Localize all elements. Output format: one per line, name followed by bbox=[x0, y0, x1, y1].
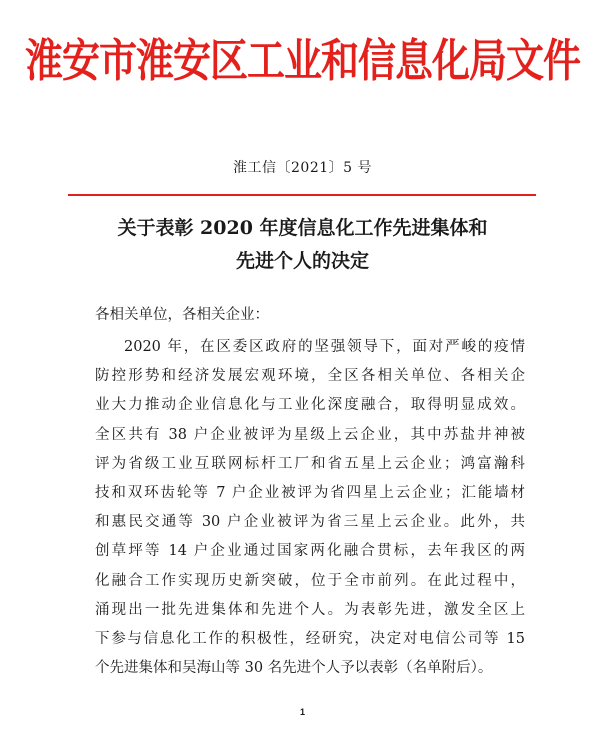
body-line: 化融合工作实现历史新突破，位于全市前列。在此过程中， bbox=[95, 572, 525, 589]
body-line: 个先进集体和吴海山等 30 名先进个人予以表彰（名单附后）。 bbox=[95, 660, 493, 677]
body-paragraph bbox=[95, 337, 525, 687]
body-line: 技和双环齿轮等 7 户企业被评为省四星上云企业；汇能墙材 bbox=[95, 484, 525, 501]
body-line: 2020 年，在区委区政府的坚强领导下，面对严峻的疫情 bbox=[124, 339, 525, 355]
body-line: 评为省级工业互联网标杆工厂和省五星上云企业；鸿富瀚科 bbox=[95, 455, 525, 472]
document-title bbox=[0, 212, 605, 278]
page-number: 1 bbox=[299, 707, 305, 717]
body-line: 全区共有 38 户企业被评为星级上云企业，其中苏盐井神被 bbox=[95, 426, 525, 443]
body-line: 防控形势和经济发展宏观环境，全区各相关单位、各相关企 bbox=[95, 368, 525, 385]
title-line-1: 关于表彰 2020 年度信息化工作先进集体和 bbox=[117, 217, 488, 239]
red-divider-line bbox=[68, 194, 536, 196]
body-line: 和惠民交通等 30 户企业被评为省三星上云企业。此外，共 bbox=[95, 514, 525, 531]
document-header-title: 淮安市淮安区工业和信息化局文件 bbox=[24, 34, 580, 87]
body-line: 涌现出一批先进集体和先进个人。为表彰先进，激发全区上 bbox=[95, 601, 525, 618]
body-line: 业大力推动企业信息化与工业化深度融合，取得明显成效。 bbox=[95, 397, 525, 414]
title-line-2: 先进个人的决定 bbox=[235, 250, 369, 272]
body-line: 创草坪等 14 户企业通过国家两化融合贯标，去年我区的两 bbox=[95, 543, 525, 560]
body-line: 下参与信息化工作的积极性，经研究，决定对电信公司等 15 bbox=[95, 630, 525, 647]
salutation: 各相关单位，各相关企业： bbox=[95, 307, 269, 323]
document-number: 淮工信〔2021〕5 号 bbox=[233, 160, 372, 176]
